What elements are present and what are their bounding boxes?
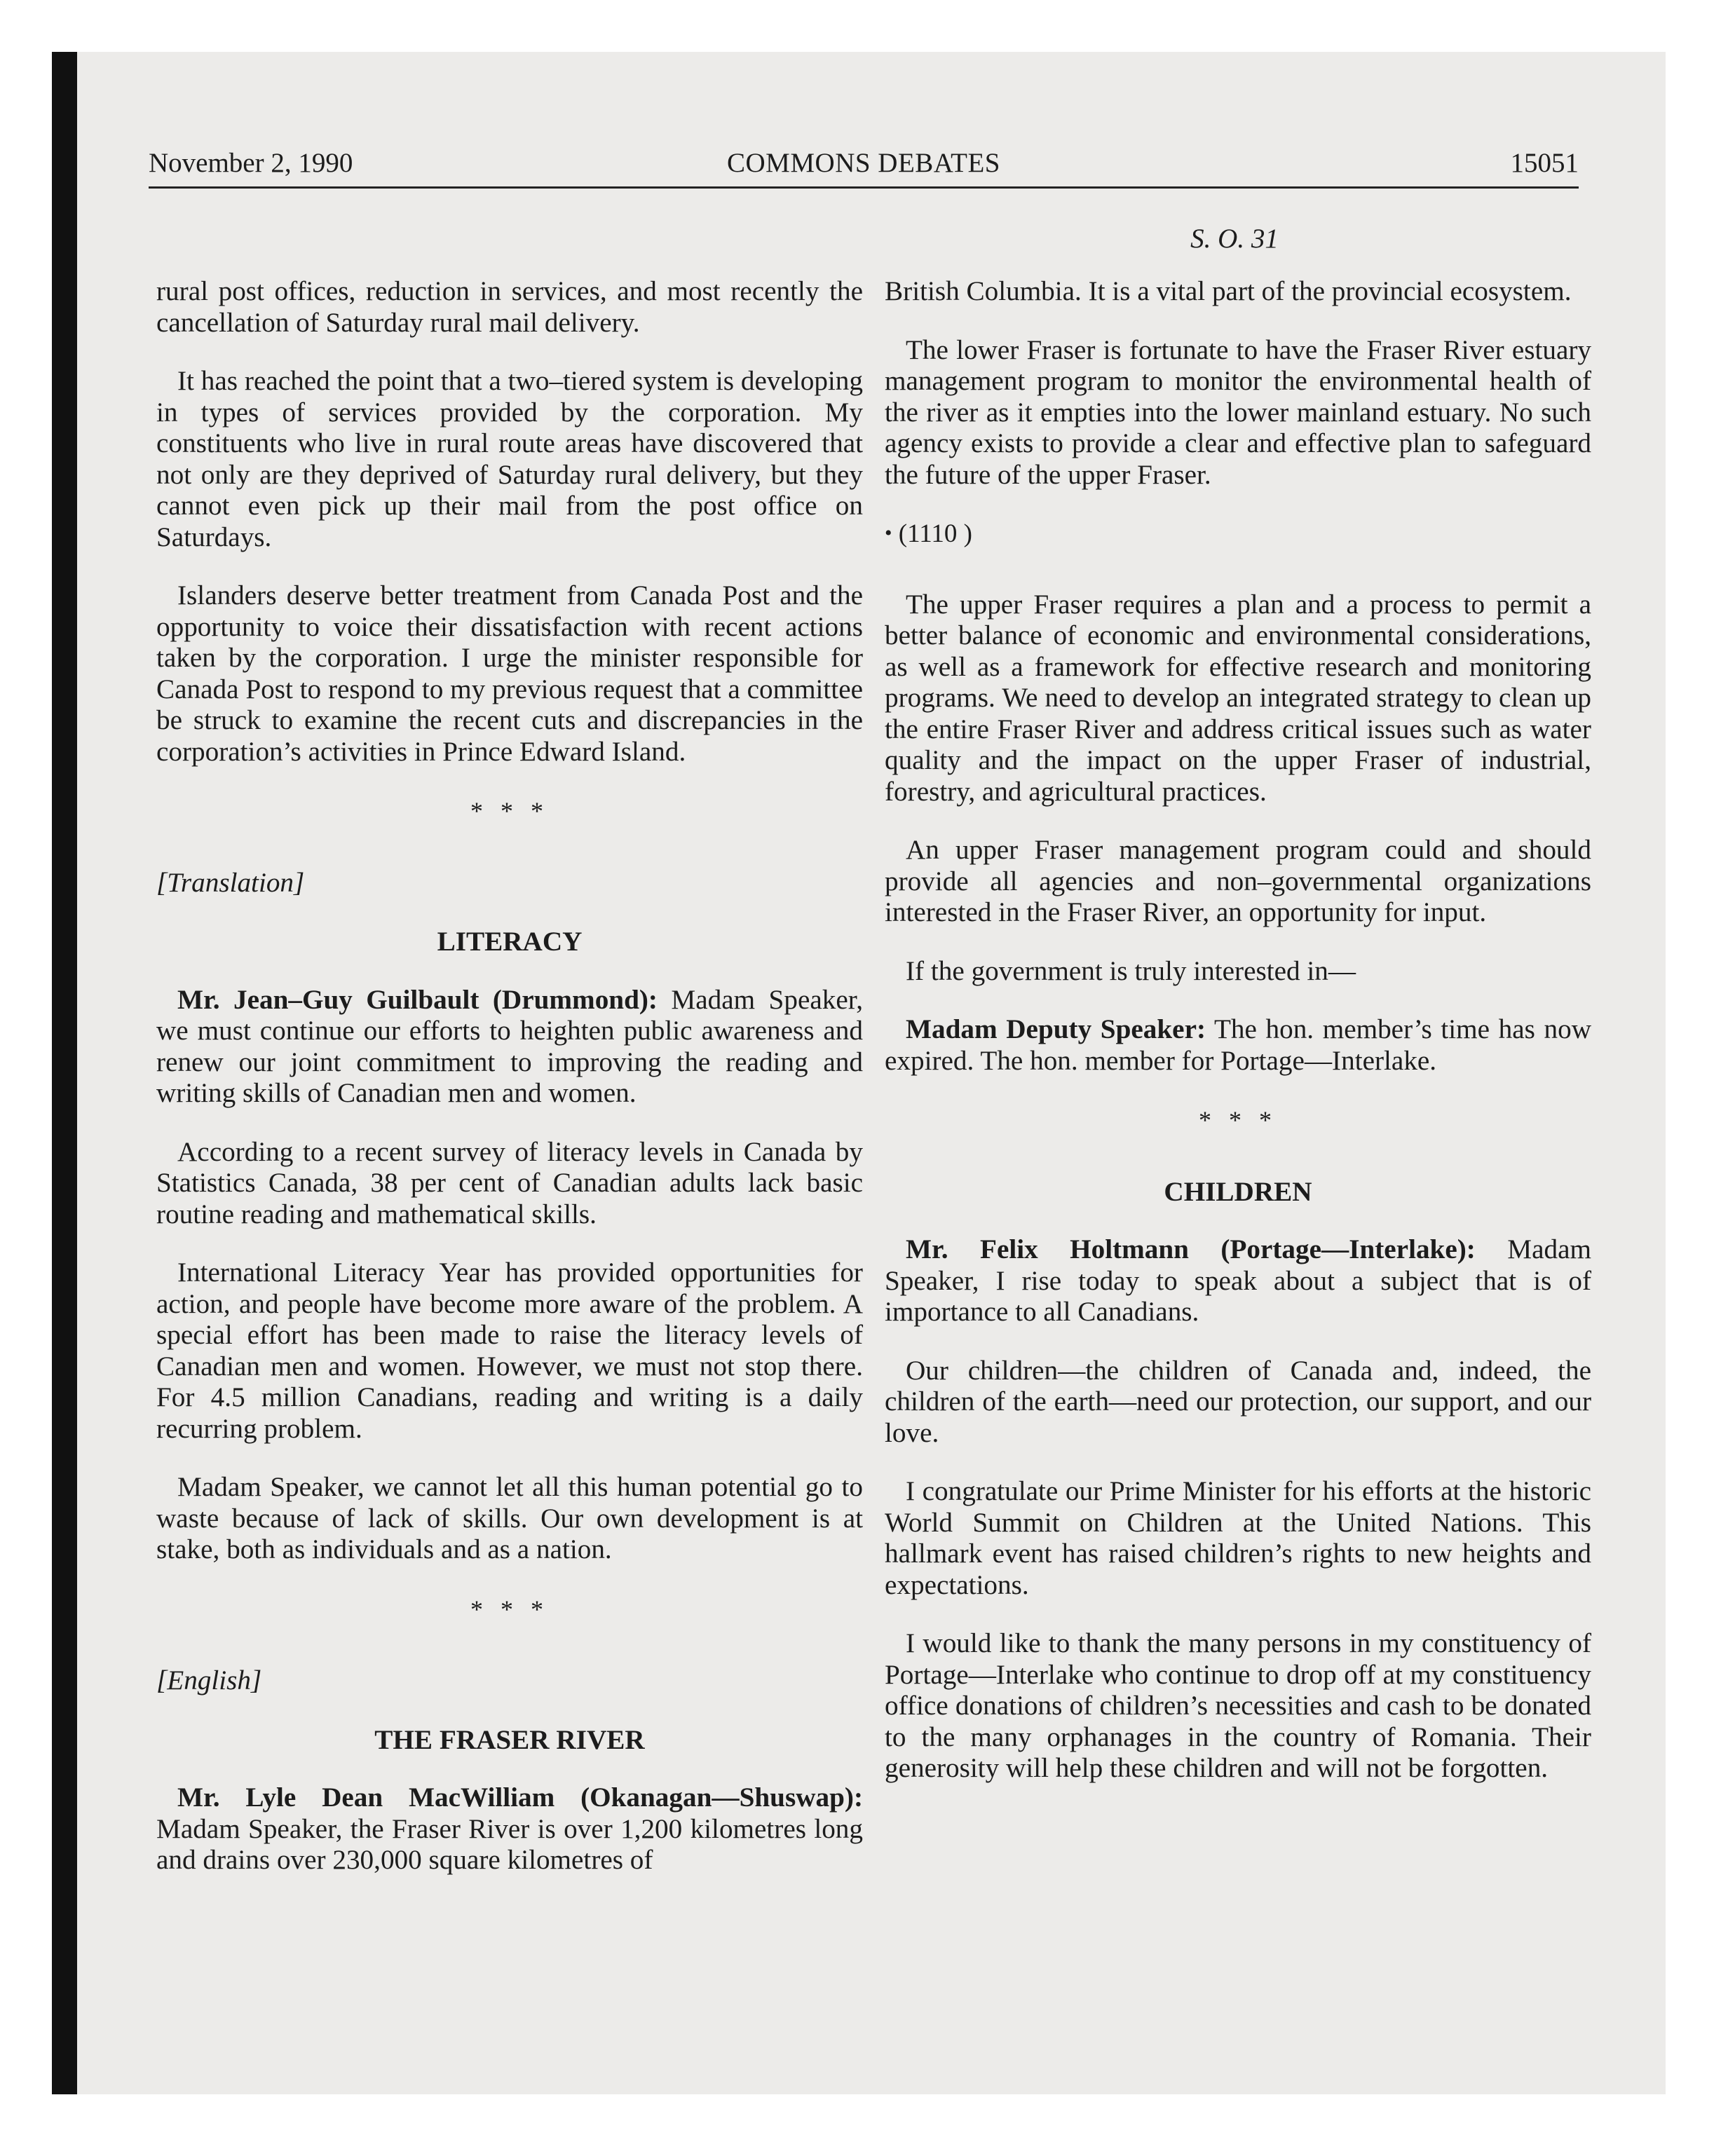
statement-text: Madam Speaker, we must continue our efforts to heighten public awareness and renew our joint commitment to improving the reading and writing skills of Canadian men and women. [156,984,863,1108]
fraser-statement [156,1782,863,1876]
section-marker: S. O. 31 [1190,224,1279,254]
timestamp-text: (1110 ) [898,519,972,548]
speaker-name: Mr. Felix Holtmann (Portage—Interlake): [906,1234,1476,1264]
paragraph: If the government is truly interested in— [906,955,1356,986]
speaker-name: Mr. Lyle Dean MacWilliam (Okanagan—Shuswap): [177,1782,863,1813]
children-statement [885,1234,1591,1328]
paragraph: According to a recent survey of literacy levels in Canada by Statistics Canada, 38 per cent of Canadian adults lack basic routine reading and mathematical skills. [156,1136,863,1229]
speaker-name: Madam Deputy Speaker: [906,1014,1206,1044]
paragraph: rural post offices, reduction in services, and most recently the cancellation of Saturday rural mail delivery. [156,276,863,338]
paragraph: British Columbia. It is a vital part of the provincial ecosystem. [885,276,1572,306]
header-journal-title: COMMONS DEBATES [727,148,1000,178]
section-separator: * * * [470,797,549,825]
paragraph: The lower Fraser is fortunate to have the Fraser River estuary management program to monitor the environmental health of the river as it empties into the lower mainland estuary. No such agency exists to provide a clear and effective plan to safeguard the future of the upper Fraser. [885,334,1591,490]
section-separator: * * * [470,1595,549,1623]
left-column [156,276,863,1904]
right-column [885,276,1591,1812]
english-note: [English] [156,1665,262,1696]
section-separator: * * * [1199,1106,1277,1134]
paragraph: I congratulate our Prime Minister for his efforts at the historic World Summit on Children at the United Nations. This hallmark event has raised children’s rights to new heights and expectations. [885,1476,1591,1600]
translation-note: [Translation] [156,867,305,898]
literacy-statement [156,985,863,1110]
bullet-icon: • [885,521,892,545]
paragraph: It has reached the point that a two–tiered system is developing in types of services provided by the corporation. My constituents who live in rural route areas have discovered that not only are they deprived of Saturday rural delivery, but they cannot even pick up their mail from the post office on Saturdays. [156,366,863,552]
header-date: November 2, 1990 [149,148,353,178]
statement-text: The hon. member’s time has now expired. The hon. member for Portage—Interlake. [885,1014,1591,1076]
paragraph: The upper Fraser requires a plan and a process to permit a better balance of economic and environmental considerations, as well as a framework for effective research and monitoring programs. We need to develop an integrated strategy to clean up the entire Fraser River and address critical issues such as water quality and the impact on the upper Fraser of industrial, forestry, and agricultural practices. [885,589,1591,807]
literacy-heading: LITERACY [437,927,583,957]
paragraph: I would like to thank the many persons in my constituency of Portage—Interlake who continue to drop off at my constituency office donations of children’s necessities and cash to be donated to the many orphanages in the country of Romania. Their generosity will help these children and will not be forgotten. [885,1628,1591,1783]
paragraph: Islanders deserve better treatment from Canada Post and the opportunity to voice their dissatisfaction with recent actions taken by the corporation. I urge the minister responsible for Canada Post to respond to my previous request that a committee be struck to examine the recent cuts and discrepancies in the corporation’s activities in Prince Edward Island. [156,580,863,767]
paragraph: Madam Speaker, we cannot let all this human potential go to waste because of lack of skills. Our own development is at stake, both as individuals and as a nation. [156,1472,863,1564]
header-rule [149,186,1579,189]
children-heading: CHILDREN [1164,1176,1312,1207]
statement-text: Madam Speaker, I rise today to speak about a subject that is of importance to all Canadians. [885,1234,1592,1327]
fraser-river-heading: THE FRASER RIVER [374,1724,645,1755]
paragraph: Our children—the children of Canada and, indeed, the children of the earth—need our protection, our support, and our love. [885,1355,1591,1448]
speaker-name: Mr. Jean–Guy Guilbault (Drummond): [177,984,658,1015]
binding-edge [52,52,77,2094]
page-header [149,147,1579,189]
paragraph: An upper Fraser management program could and should provide all agencies and non–governmental organizations interested in the Fraser River, an opportunity for input. [885,835,1591,927]
paragraph: International Literacy Year has provided opportunities for action, and people have become more aware of the problem. A special effort has been made to raise the literacy levels of Canadian men and women. However, we must not stop there. For 4.5 million Canadians, reading and writing is a daily recurring problem. [156,1257,863,1444]
statement-text: Madam Speaker, the Fraser River is over 1,200 kilometres long and drains over 230,000 square kilometres of [156,1813,863,1875]
header-page-number: 15051 [1510,148,1579,178]
deputy-speaker-statement [885,1014,1591,1077]
timestamp [885,518,1591,550]
